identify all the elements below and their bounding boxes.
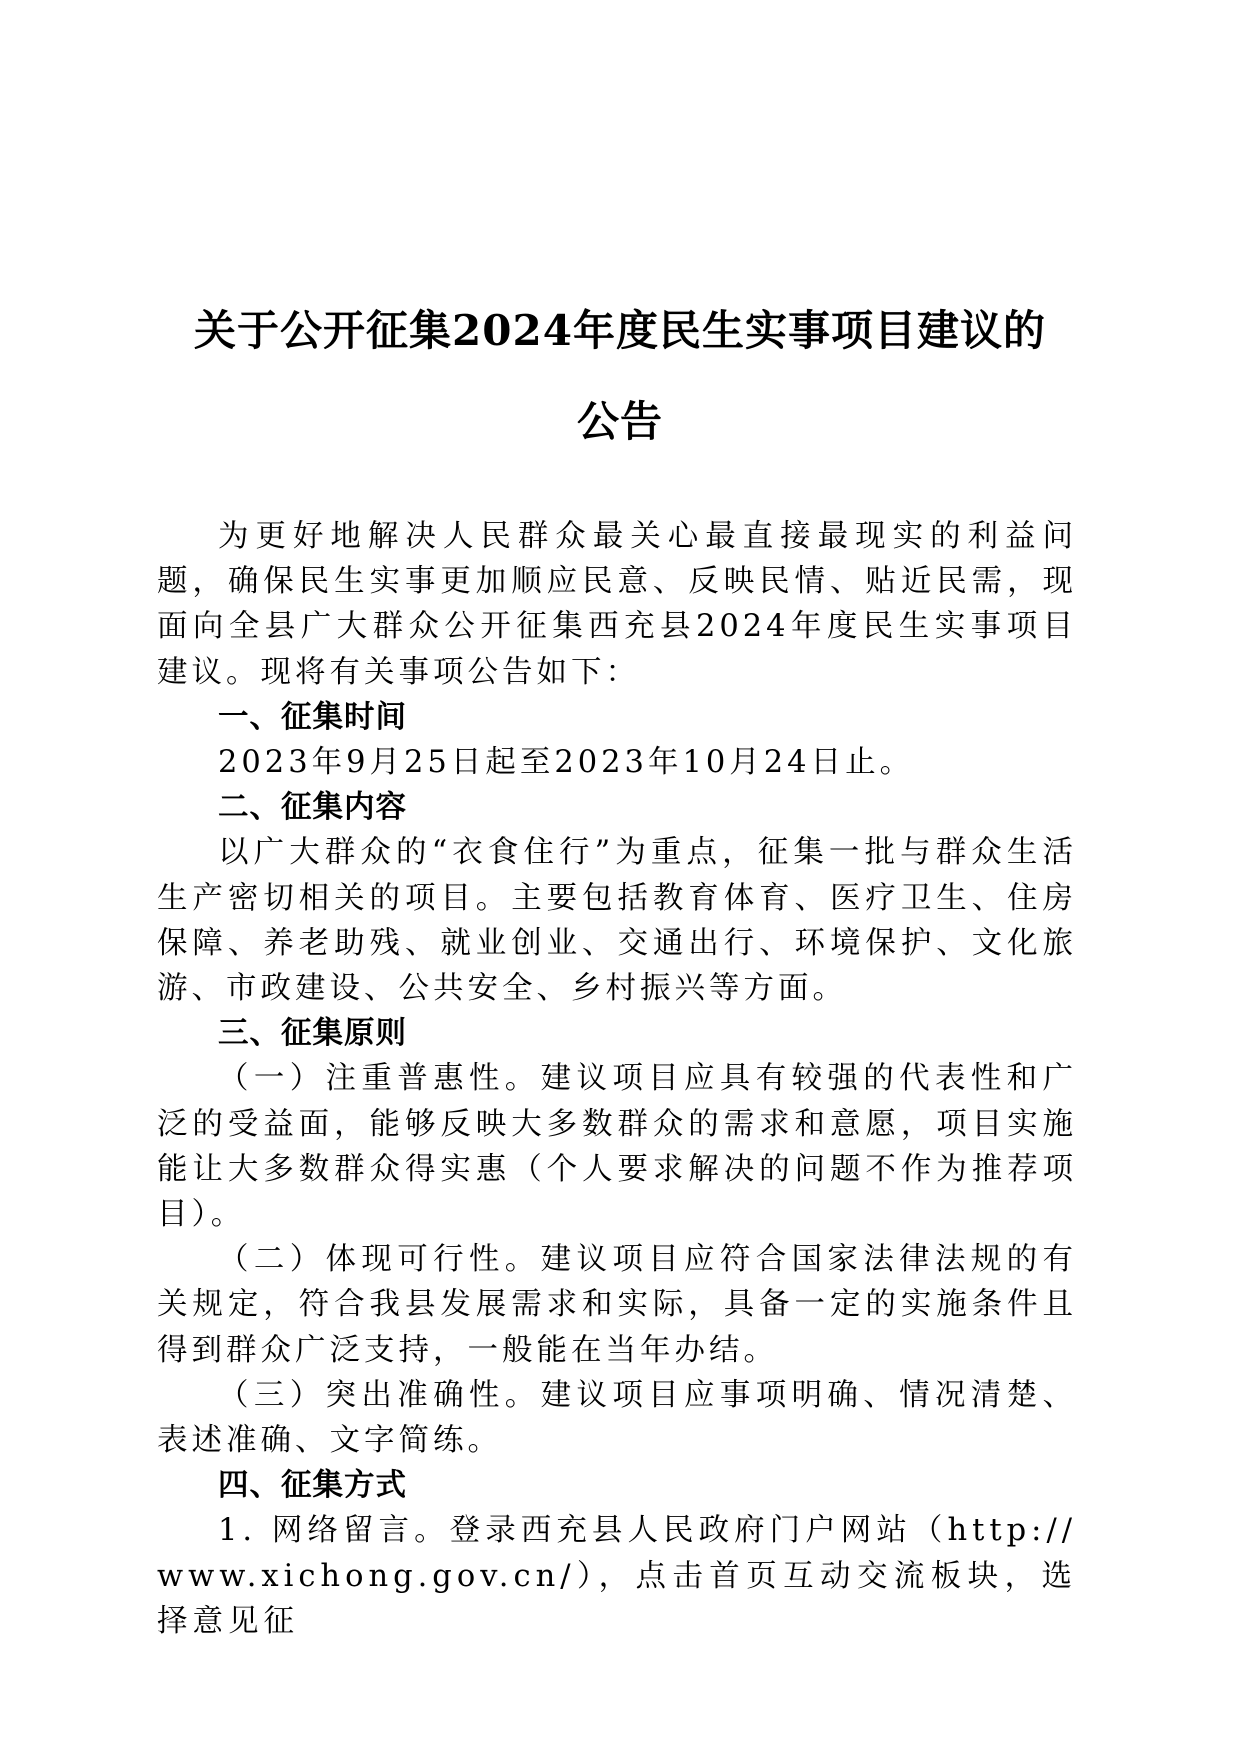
document-title-line-2: 公告	[576, 397, 663, 446]
section-paragraph-content: 以广大群众的“衣食住行”为重点，征集一批与群众生活生产密切相关的项目。主要包括教育体育、医疗卫生、住房保障、养老助残、就业创业、交通出行、环境保护、文化旅游、市政建设、公共安全、乡村振兴等方面。	[157, 835, 1077, 1007]
principle-paragraph-1: （一）注重普惠性。建议项目应具有较强的代表性和广泛的受益面，能够反映大多数群众的需求和意愿，项目实施能让大多数群众得实惠（个人要求解决的问题不作为推荐项目）。	[157, 1061, 1077, 1233]
document-title-line-1: 关于公开征集2024年度民生实事项目建议的	[194, 306, 1046, 355]
section-heading-principles: 三、征集原则	[218, 1016, 407, 1052]
document-body	[157, 514, 1077, 1644]
method-paragraph-1: 1. 网络留言。登录西充县人民政府门户网站（http://www.xichong.gov.cn/），点击首页互动交流板块，选择意见征	[157, 1513, 1077, 1639]
section-paragraph-time: 2023年9月25日起至2023年10月24日止。	[218, 745, 915, 781]
section-heading-methods: 四、征集方式	[218, 1468, 407, 1504]
intro-paragraph: 为更好地解决人民群众最关心最直接最现实的利益问题，确保民生实事更加顺应民意、反映民情、贴近民需，现面向全县广大群众公开征集西充县2024年度民生实事项目建议。现将有关事项公告如下：	[157, 519, 1077, 690]
section-heading-content: 二、征集内容	[218, 790, 407, 826]
section-heading-time: 一、征集时间	[218, 699, 407, 735]
principle-paragraph-2: （二）体现可行性。建议项目应符合国家法律法规的有关规定，符合我县发展需求和实际，具备一定的实施条件且得到群众广泛支持，一般能在当年办结。	[157, 1242, 1077, 1368]
principle-paragraph-3: （三）突出准确性。建议项目应事项明确、情况清楚、表述准确、文字简练。	[157, 1377, 1077, 1459]
